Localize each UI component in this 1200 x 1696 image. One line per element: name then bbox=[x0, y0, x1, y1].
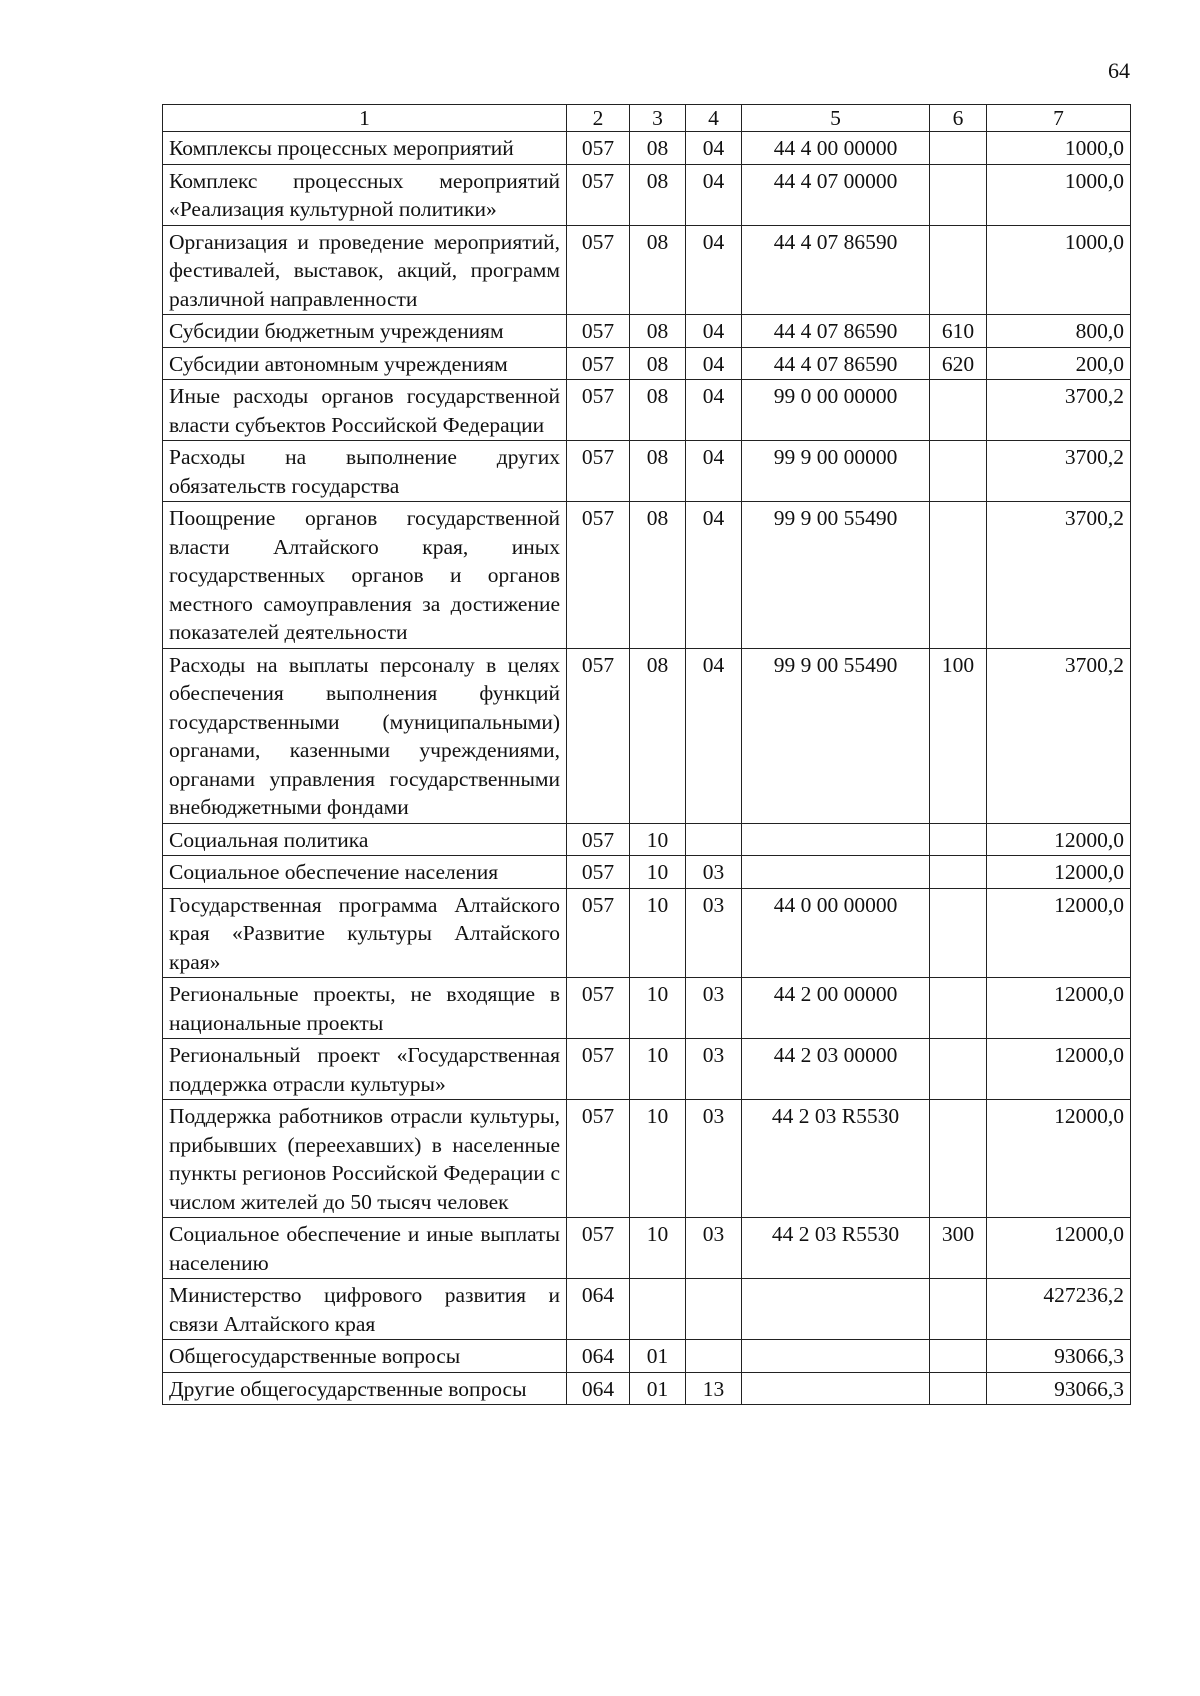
expense-type-cell bbox=[930, 132, 987, 165]
section-code-cell: 10 bbox=[630, 856, 686, 889]
amount-cell: 3700,2 bbox=[987, 648, 1131, 823]
ministry-code-cell: 057 bbox=[567, 441, 630, 502]
table-row bbox=[163, 225, 1131, 315]
item-name-cell: Другие общегосударственные вопросы bbox=[163, 1372, 567, 1405]
expense-type-cell bbox=[930, 441, 987, 502]
item-name-cell: Социальное обеспечение населения bbox=[163, 856, 567, 889]
subsection-code-cell: 04 bbox=[686, 347, 742, 380]
subsection-code-cell: 03 bbox=[686, 1039, 742, 1100]
amount-cell: 93066,3 bbox=[987, 1340, 1131, 1373]
budget-table bbox=[162, 104, 1131, 1405]
section-code-cell: 08 bbox=[630, 132, 686, 165]
table-row bbox=[163, 315, 1131, 348]
subsection-code-cell: 03 bbox=[686, 888, 742, 978]
expense-type-cell bbox=[930, 1039, 987, 1100]
expense-type-cell: 100 bbox=[930, 648, 987, 823]
ministry-code-cell: 057 bbox=[567, 648, 630, 823]
item-name-cell: Расходы на выполнение других обязательств государства bbox=[163, 441, 567, 502]
target-article-cell bbox=[742, 1340, 930, 1373]
item-name-cell: Поощрение органов государственной власти Алтайского края, иных государственных органов и органов местного самоуправления за достижение показателей деятельности bbox=[163, 502, 567, 649]
item-name-cell: Социальная политика bbox=[163, 823, 567, 856]
expense-type-cell bbox=[930, 1340, 987, 1373]
column-header: 5 bbox=[742, 105, 930, 132]
item-name-cell: Общегосударственные вопросы bbox=[163, 1340, 567, 1373]
column-number-row bbox=[163, 105, 1131, 132]
item-name-cell: Государственная программа Алтайского края «Развитие культуры Алтайского края» bbox=[163, 888, 567, 978]
table-row bbox=[163, 856, 1131, 889]
subsection-code-cell: 04 bbox=[686, 502, 742, 649]
table-row bbox=[163, 441, 1131, 502]
table-row bbox=[163, 1340, 1131, 1373]
expense-type-cell bbox=[930, 978, 987, 1039]
expense-type-cell bbox=[930, 1372, 987, 1405]
table-row bbox=[163, 1218, 1131, 1279]
item-name-cell: Социальное обеспечение и иные выплаты населению bbox=[163, 1218, 567, 1279]
amount-cell: 12000,0 bbox=[987, 856, 1131, 889]
ministry-code-cell: 057 bbox=[567, 164, 630, 225]
subsection-code-cell: 04 bbox=[686, 380, 742, 441]
item-name-cell: Региональный проект «Государственная поддержка отрасли культуры» bbox=[163, 1039, 567, 1100]
ministry-code-cell: 057 bbox=[567, 132, 630, 165]
subsection-code-cell: 03 bbox=[686, 856, 742, 889]
ministry-code-cell: 057 bbox=[567, 1039, 630, 1100]
ministry-code-cell: 057 bbox=[567, 856, 630, 889]
section-code-cell: 10 bbox=[630, 1100, 686, 1218]
section-code-cell: 08 bbox=[630, 441, 686, 502]
column-header: 4 bbox=[686, 105, 742, 132]
expense-type-cell bbox=[930, 502, 987, 649]
amount-cell: 93066,3 bbox=[987, 1372, 1131, 1405]
ministry-code-cell: 057 bbox=[567, 502, 630, 649]
ministry-code-cell: 057 bbox=[567, 978, 630, 1039]
section-code-cell: 08 bbox=[630, 164, 686, 225]
subsection-code-cell: 04 bbox=[686, 648, 742, 823]
ministry-code-cell: 064 bbox=[567, 1372, 630, 1405]
expense-type-cell: 300 bbox=[930, 1218, 987, 1279]
target-article-cell: 44 4 07 86590 bbox=[742, 315, 930, 348]
amount-cell: 12000,0 bbox=[987, 1039, 1131, 1100]
subsection-code-cell: 13 bbox=[686, 1372, 742, 1405]
expense-type-cell bbox=[930, 856, 987, 889]
target-article-cell: 44 2 00 00000 bbox=[742, 978, 930, 1039]
section-code-cell: 08 bbox=[630, 315, 686, 348]
ministry-code-cell: 057 bbox=[567, 1218, 630, 1279]
subsection-code-cell: 03 bbox=[686, 1100, 742, 1218]
amount-cell: 1000,0 bbox=[987, 132, 1131, 165]
ministry-code-cell: 057 bbox=[567, 823, 630, 856]
amount-cell: 200,0 bbox=[987, 347, 1131, 380]
target-article-cell bbox=[742, 1372, 930, 1405]
section-code-cell: 08 bbox=[630, 648, 686, 823]
item-name-cell: Иные расходы органов государственной власти субъектов Российской Федерации bbox=[163, 380, 567, 441]
table-row bbox=[163, 132, 1131, 165]
ministry-code-cell: 057 bbox=[567, 1100, 630, 1218]
target-article-cell: 99 9 00 55490 bbox=[742, 648, 930, 823]
item-name-cell: Региональные проекты, не входящие в национальные проекты bbox=[163, 978, 567, 1039]
section-code-cell: 10 bbox=[630, 823, 686, 856]
target-article-cell: 44 4 00 00000 bbox=[742, 132, 930, 165]
table-row bbox=[163, 823, 1131, 856]
expense-type-cell bbox=[930, 823, 987, 856]
subsection-code-cell: 03 bbox=[686, 978, 742, 1039]
table-row bbox=[163, 164, 1131, 225]
subsection-code-cell: 04 bbox=[686, 132, 742, 165]
expense-type-cell bbox=[930, 1279, 987, 1340]
expense-type-cell: 620 bbox=[930, 347, 987, 380]
table-row bbox=[163, 502, 1131, 649]
target-article-cell: 99 9 00 00000 bbox=[742, 441, 930, 502]
amount-cell: 1000,0 bbox=[987, 164, 1131, 225]
section-code-cell: 10 bbox=[630, 888, 686, 978]
expense-type-cell bbox=[930, 225, 987, 315]
section-code-cell: 08 bbox=[630, 347, 686, 380]
ministry-code-cell: 057 bbox=[567, 380, 630, 441]
expense-type-cell: 610 bbox=[930, 315, 987, 348]
item-name-cell: Министерство цифрового развития и связи Алтайского края bbox=[163, 1279, 567, 1340]
subsection-code-cell bbox=[686, 823, 742, 856]
table-row bbox=[163, 347, 1131, 380]
expense-type-cell bbox=[930, 164, 987, 225]
table-row bbox=[163, 1039, 1131, 1100]
item-name-cell: Субсидии бюджетным учреждениям bbox=[163, 315, 567, 348]
amount-cell: 12000,0 bbox=[987, 1218, 1131, 1279]
section-code-cell: 08 bbox=[630, 502, 686, 649]
expense-type-cell bbox=[930, 1100, 987, 1218]
section-code-cell: 10 bbox=[630, 1218, 686, 1279]
table-row bbox=[163, 1372, 1131, 1405]
target-article-cell bbox=[742, 823, 930, 856]
section-code-cell: 08 bbox=[630, 225, 686, 315]
section-code-cell bbox=[630, 1279, 686, 1340]
subsection-code-cell: 04 bbox=[686, 164, 742, 225]
ministry-code-cell: 064 bbox=[567, 1340, 630, 1373]
target-article-cell: 44 0 00 00000 bbox=[742, 888, 930, 978]
ministry-code-cell: 057 bbox=[567, 347, 630, 380]
amount-cell: 3700,2 bbox=[987, 380, 1131, 441]
expense-type-cell bbox=[930, 380, 987, 441]
section-code-cell: 08 bbox=[630, 380, 686, 441]
ministry-code-cell: 064 bbox=[567, 1279, 630, 1340]
item-name-cell: Комплекс процессных мероприятий «Реализация культурной политики» bbox=[163, 164, 567, 225]
amount-cell: 3700,2 bbox=[987, 441, 1131, 502]
target-article-cell: 44 2 03 R5530 bbox=[742, 1100, 930, 1218]
page-number: 64 bbox=[1108, 58, 1130, 83]
column-header: 6 bbox=[930, 105, 987, 132]
subsection-code-cell: 04 bbox=[686, 441, 742, 502]
target-article-cell: 44 2 03 00000 bbox=[742, 1039, 930, 1100]
target-article-cell bbox=[742, 856, 930, 889]
subsection-code-cell: 03 bbox=[686, 1218, 742, 1279]
item-name-cell: Организация и проведение мероприятий, фестивалей, выставок, акций, программ различной направленности bbox=[163, 225, 567, 315]
table-row bbox=[163, 1100, 1131, 1218]
target-article-cell: 99 9 00 55490 bbox=[742, 502, 930, 649]
amount-cell: 800,0 bbox=[987, 315, 1131, 348]
table-row bbox=[163, 888, 1131, 978]
target-article-cell bbox=[742, 1279, 930, 1340]
amount-cell: 427236,2 bbox=[987, 1279, 1131, 1340]
table-row bbox=[163, 648, 1131, 823]
amount-cell: 12000,0 bbox=[987, 888, 1131, 978]
subsection-code-cell: 04 bbox=[686, 225, 742, 315]
ministry-code-cell: 057 bbox=[567, 225, 630, 315]
expense-type-cell bbox=[930, 888, 987, 978]
item-name-cell: Расходы на выплаты персоналу в целях обеспечения выполнения функций государственными (муниципальными) органами, казенными учреждениями, органами управления государственными внебюджетными фондами bbox=[163, 648, 567, 823]
table-row bbox=[163, 978, 1131, 1039]
target-article-cell: 99 0 00 00000 bbox=[742, 380, 930, 441]
section-code-cell: 01 bbox=[630, 1340, 686, 1373]
section-code-cell: 10 bbox=[630, 1039, 686, 1100]
amount-cell: 1000,0 bbox=[987, 225, 1131, 315]
subsection-code-cell: 04 bbox=[686, 315, 742, 348]
item-name-cell: Комплексы процессных мероприятий bbox=[163, 132, 567, 165]
target-article-cell: 44 4 07 86590 bbox=[742, 347, 930, 380]
column-header: 7 bbox=[987, 105, 1131, 132]
section-code-cell: 10 bbox=[630, 978, 686, 1039]
item-name-cell: Субсидии автономным учреждениям bbox=[163, 347, 567, 380]
item-name-cell: Поддержка работников отрасли культуры, прибывших (переехавших) в населенные пункты регионов Российской Федерации с числом жителей до 50 тысяч человек bbox=[163, 1100, 567, 1218]
amount-cell: 3700,2 bbox=[987, 502, 1131, 649]
section-code-cell: 01 bbox=[630, 1372, 686, 1405]
ministry-code-cell: 057 bbox=[567, 888, 630, 978]
column-header: 3 bbox=[630, 105, 686, 132]
column-header: 2 bbox=[567, 105, 630, 132]
target-article-cell: 44 4 07 00000 bbox=[742, 164, 930, 225]
column-header: 1 bbox=[163, 105, 567, 132]
amount-cell: 12000,0 bbox=[987, 978, 1131, 1039]
amount-cell: 12000,0 bbox=[987, 823, 1131, 856]
subsection-code-cell bbox=[686, 1340, 742, 1373]
subsection-code-cell bbox=[686, 1279, 742, 1340]
table-row bbox=[163, 1279, 1131, 1340]
amount-cell: 12000,0 bbox=[987, 1100, 1131, 1218]
ministry-code-cell: 057 bbox=[567, 315, 630, 348]
target-article-cell: 44 4 07 86590 bbox=[742, 225, 930, 315]
table-row bbox=[163, 380, 1131, 441]
target-article-cell: 44 2 03 R5530 bbox=[742, 1218, 930, 1279]
